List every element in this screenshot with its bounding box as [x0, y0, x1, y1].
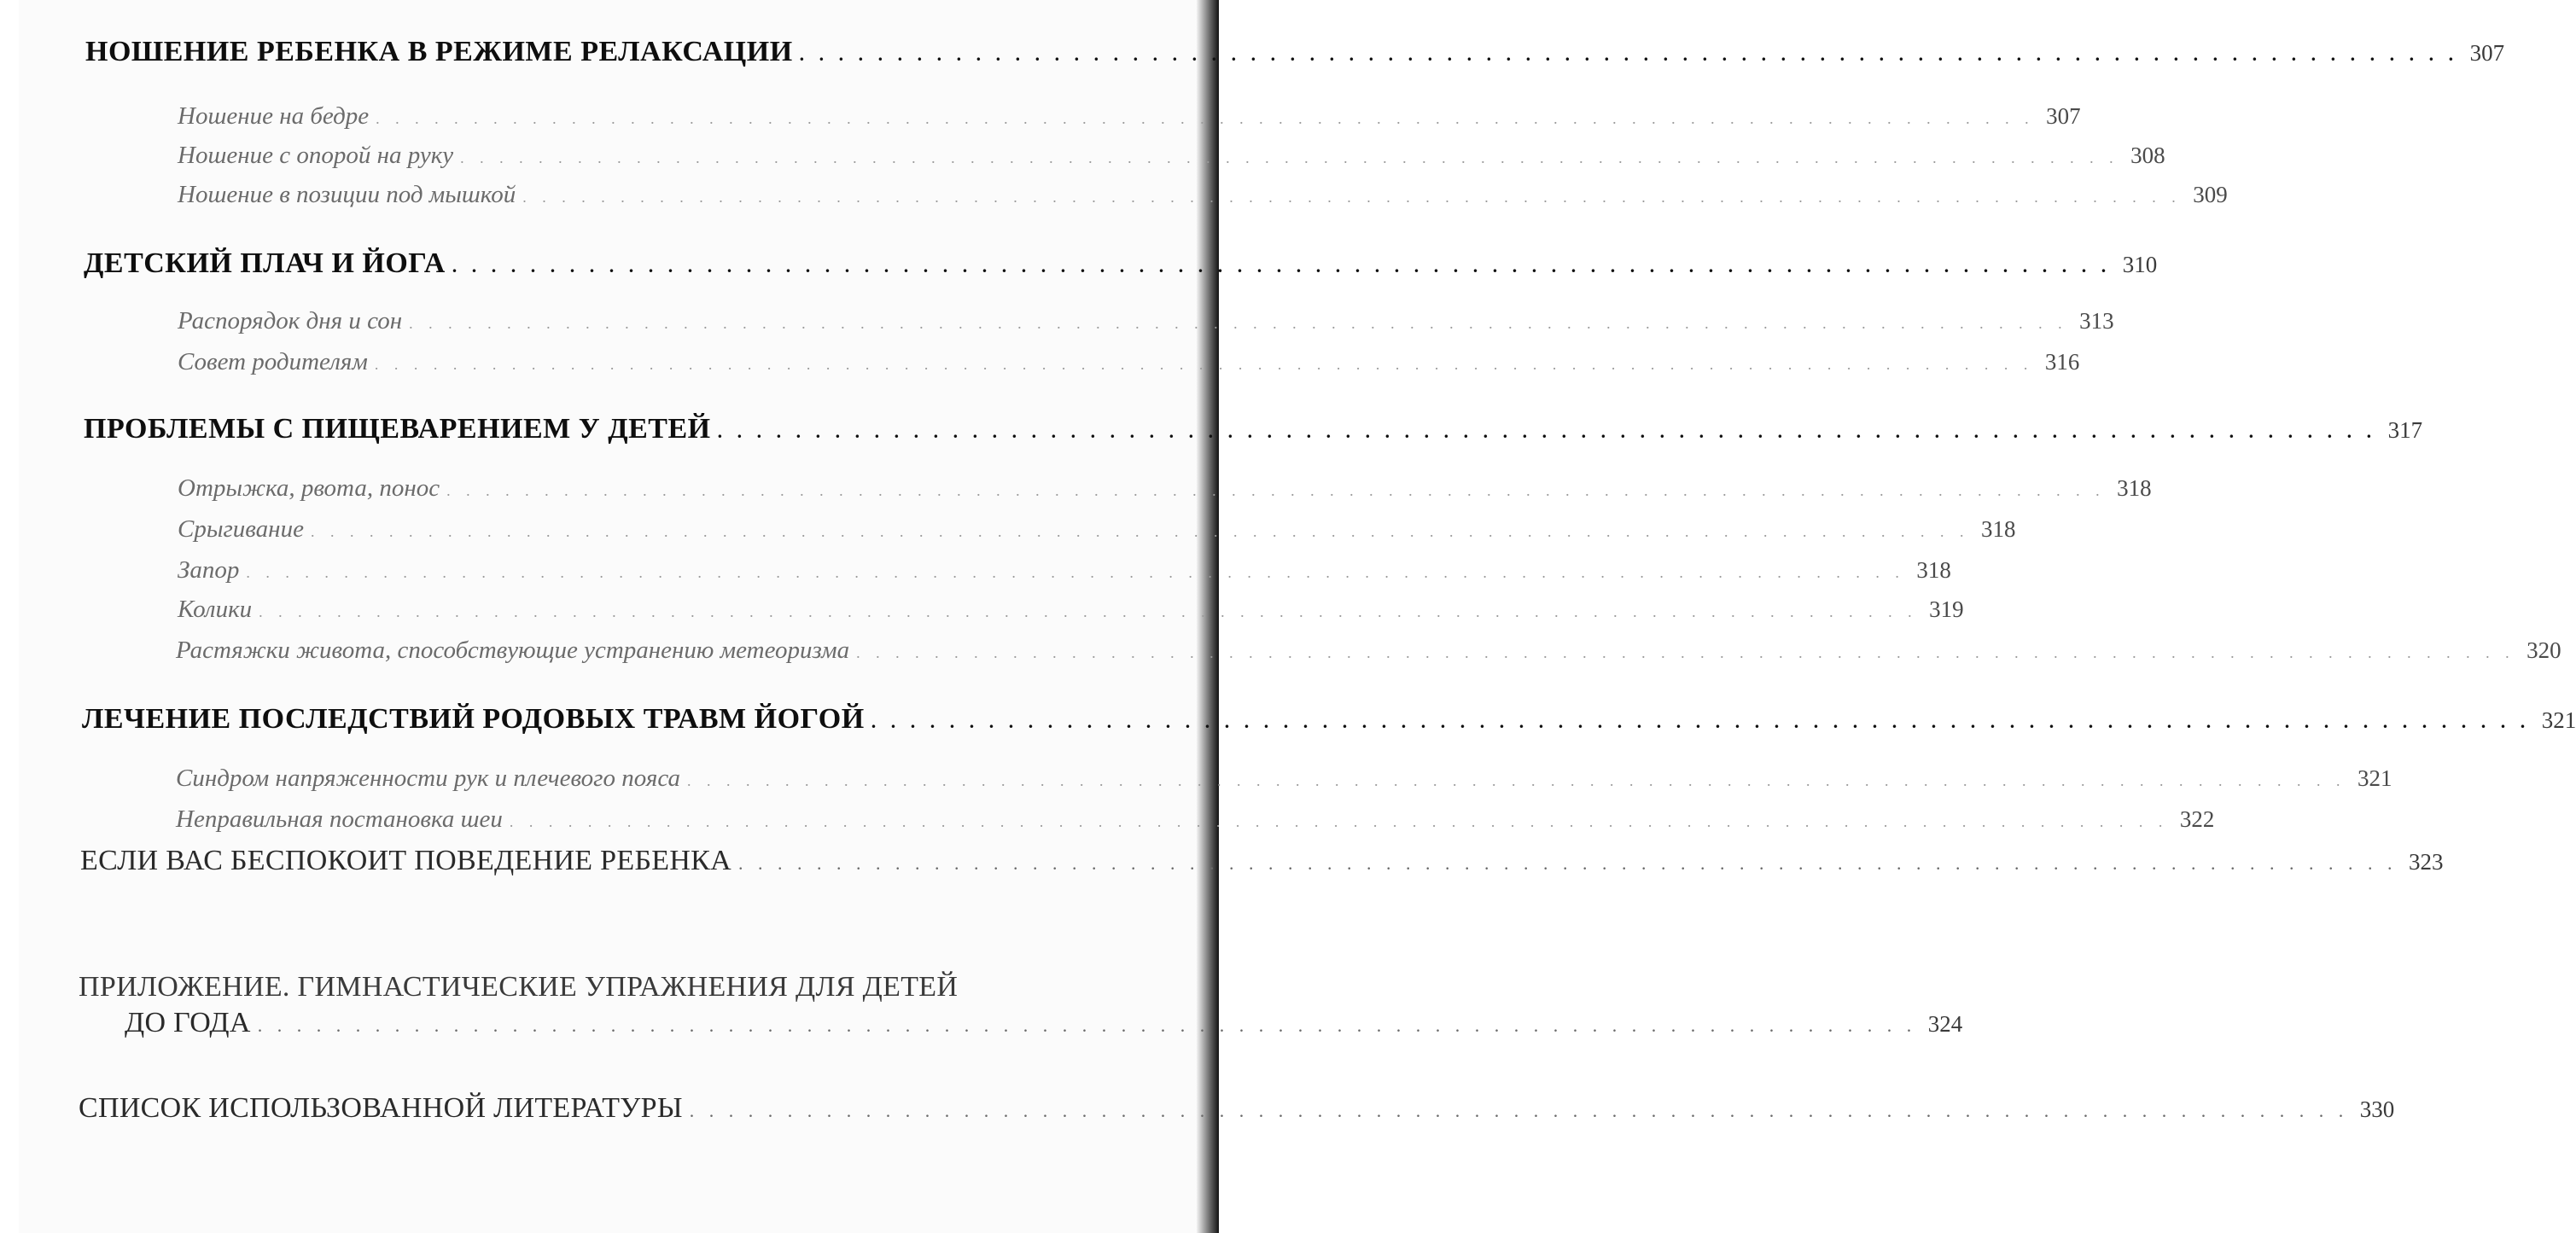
toc-dot-leader: . . . . . . . . . . . . . . . . . . . . . . . . . . . . . . . . . . . . . . . . . . . . . . . . . . . . . . . . . . . . . . . . . . . . . . . . . . . . . . . . . . . . . [376, 110, 2035, 127]
toc-entry [84, 247, 2158, 280]
toc-dot-leader: . . . . . . . . . . . . . . . . . . . . . . . . . . . . . . . . . . . . . . . . . . . . . . . . . . . . . . . . . . . . . . . . . . . . . . . . . . . . . . . . . . . . . [856, 644, 2515, 661]
toc-entry-page: 318 [1980, 516, 2016, 542]
toc-entry-page: 318 [1916, 557, 1951, 583]
toc-entry [84, 413, 2423, 445]
toc-dot-leader: . . . . . . . . . . . . . . . . . . . . . . . . . . . . . . . . . . . . . . . . . . . . . . . . . . . . . . . . . . . . . . . . . . . . . . . . . . . . . . . . . . . . . [257, 1015, 1917, 1036]
toc-entry-title: НОШЕНИЕ РЕБЕНКА В РЕЖИМЕ РЕЛАКСАЦИИ [85, 36, 793, 67]
toc-entry-page: 310 [2122, 252, 2158, 277]
toc-entry-title: Ношение в позиции под мышкой [178, 181, 516, 208]
toc-entry [178, 181, 2228, 209]
toc-dot-leader: . . . . . . . . . . . . . . . . . . . . . . . . . . . . . . . . . . . . . . . . . . . . . . . . . . . . . . . . . . . . . . . . . . . . . . . . . . . . . . . . . . . . . [246, 564, 1905, 581]
toc-entry [125, 1007, 1963, 1039]
toc-entry-title: Совет родителям [178, 348, 368, 375]
toc-entry [176, 765, 2392, 793]
toc-dot-leader: . . . . . . . . . . . . . . . . . . . . . . . . . . . . . . . . . . . . . . . . . . . . . . . . . . . . . . . . . . . . . . . . . . . . . . . . . . . . . . . . . . . . . [446, 482, 2106, 499]
toc-entry-title: Ношение с опорой на руку [178, 142, 454, 169]
toc-entry [85, 36, 2505, 68]
toc-entry-page: 307 [2469, 40, 2505, 66]
toc-entry [176, 806, 2215, 834]
toc-dot-leader: . . . . . . . . . . . . . . . . . . . . . . . . . . . . . . . . . . . . . . . . . . . . . . . . . . . . . . . . . . . . . . . . . . . . . . . . . . . . . . . . . . . . . [310, 523, 1970, 540]
toc-entry [178, 307, 2114, 335]
toc-entry [82, 703, 2576, 736]
toc-entry-title: Запор [178, 556, 240, 584]
toc-entry [176, 637, 2561, 665]
appendix-title-continued: ДО ГОДА [125, 1007, 251, 1038]
toc-dot-leader: . . . . . . . . . . . . . . . . . . . . . . . . . . . . . . . . . . . . . . . . . . . . . . . . . . . . . . . . . . . . . . . . . . . . . . . . . . . . . . . . . . . . . [452, 255, 2112, 276]
toc-entry-title: Колики [178, 596, 253, 623]
toc-entry-page: 322 [2179, 806, 2215, 832]
toc-entry-page: 323 [2409, 849, 2444, 875]
toc-entry-title: ДЕТСКИЙ ПЛАЧ И ЙОГА [84, 247, 446, 279]
toc-entry [178, 515, 2016, 544]
toc-entry-page: 321 [2357, 765, 2392, 791]
toc-dot-leader: . . . . . . . . . . . . . . . . . . . . . . . . . . . . . . . . . . . . . . . . . . . . . . . . . . . . . . . . . . . . . . . . . . . . . . . . . . . . . . . . . . . . . [509, 813, 2169, 830]
toc-entry-title: Растяжки живота, способствующие устранению метеоризма [176, 637, 850, 664]
toc-dot-leader: . . . . . . . . . . . . . . . . . . . . . . . . . . . . . . . . . . . . . . . . . . . . . . . . . . . . . . . . . . . . . . . . . . . . . . . . . . . . . . . . . . . . . [717, 421, 2377, 442]
appendix-title: ПРИЛОЖЕНИЕ. ГИМНАСТИЧЕСКИЕ УПРАЖНЕНИЯ ДЛЯ ДЕТЕЙ [79, 971, 959, 1003]
toc-entry [178, 556, 1951, 585]
toc-entry-page: 330 [2359, 1096, 2395, 1122]
toc-entry-title: ПРОБЛЕМЫ С ПИЩЕВАРЕНИЕМ У ДЕТЕЙ [84, 413, 711, 445]
toc-entry-title: Неправильная постановка шеи [176, 806, 503, 833]
toc-entry-page: 324 [1927, 1011, 1963, 1037]
toc-entry [178, 474, 2152, 503]
toc-entry-title: Распорядок дня и сон [178, 307, 403, 334]
toc-dot-leader: . . . . . . . . . . . . . . . . . . . . . . . . . . . . . . . . . . . . . . . . . . . . . . . . . . . . . . . . . . . . . . . . . . . . . . . . . . . . . . . . . . . . . [799, 44, 2459, 65]
toc-entry [178, 142, 2165, 170]
toc-dot-leader: . . . . . . . . . . . . . . . . . . . . . . . . . . . . . . . . . . . . . . . . . . . . . . . . . . . . . . . . . . . . . . . . . . . . . . . . . . . . . . . . . . . . . [374, 356, 2034, 373]
toc-entry-title: Ношение на бедре [178, 102, 370, 130]
toc-entry [79, 1092, 2395, 1125]
toc-entry-title: ЛЕЧЕНИЕ ПОСЛЕДСТВИЙ РОДОВЫХ ТРАВМ ЙОГОЙ [82, 703, 865, 735]
toc-entry-page: 308 [2130, 142, 2165, 168]
toc-entry-page: 313 [2079, 308, 2114, 334]
toc-entry-page: 321 [2541, 707, 2576, 733]
toc-entry-page: 316 [2044, 349, 2080, 375]
toc-dot-leader: . . . . . . . . . . . . . . . . . . . . . . . . . . . . . . . . . . . . . . . . . . . . . . . . . . . . . . . . . . . . . . . . . . . . . . . . . . . . . . . . . . . . . [409, 315, 2068, 332]
toc-entry-page: 319 [1929, 596, 1964, 622]
toc-entry-page: 317 [2387, 417, 2423, 443]
toc-dot-leader: . . . . . . . . . . . . . . . . . . . . . . . . . . . . . . . . . . . . . . . . . . . . . . . . . . . . . . . . . . . . . . . . . . . . . . . . . . . . . . . . . . . . . [522, 189, 2182, 206]
toc-entry [178, 596, 1964, 624]
toc-entry-title: Отрыжка, рвота, понос [178, 474, 440, 502]
toc-entry-page: 320 [2526, 637, 2561, 663]
toc-dot-leader: . . . . . . . . . . . . . . . . . . . . . . . . . . . . . . . . . . . . . . . . . . . . . . . . . . . . . . . . . . . . . . . . . . . . . . . . . . . . . . . . . . . . . [686, 772, 2346, 789]
toc-entry-page: 318 [2117, 475, 2152, 501]
toc-dot-leader: . . . . . . . . . . . . . . . . . . . . . . . . . . . . . . . . . . . . . . . . . . . . . . . . . . . . . . . . . . . . . . . . . . . . . . . . . . . . . . . . . . . . . [259, 603, 1918, 620]
toc-entry [178, 102, 2081, 131]
toc-entry-title: Срыгивание [178, 515, 304, 543]
toc-dot-leader: . . . . . . . . . . . . . . . . . . . . . . . . . . . . . . . . . . . . . . . . . . . . . . . . . . . . . . . . . . . . . . . . . . . . . . . . . . . . . . . . . . . . . [689, 1100, 2349, 1121]
bibliography-title: СПИСОК ИСПОЛЬЗОВАННОЙ ЛИТЕРАТУРЫ [79, 1092, 683, 1124]
toc-entry-page: 309 [2193, 182, 2228, 207]
toc-entry-title: ЕСЛИ ВАС БЕСПОКОИТ ПОВЕДЕНИЕ РЕБЕНКА [80, 845, 732, 876]
toc-entry [80, 845, 2444, 877]
toc-entry [178, 348, 2080, 376]
toc-dot-leader: . . . . . . . . . . . . . . . . . . . . . . . . . . . . . . . . . . . . . . . . . . . . . . . . . . . . . . . . . . . . . . . . . . . . . . . . . . . . . . . . . . . . . [871, 711, 2531, 732]
toc-entry-page: 307 [2046, 103, 2081, 129]
toc-entry-title: Синдром напряженности рук и плечевого пояса [176, 765, 680, 792]
toc-dot-leader: . . . . . . . . . . . . . . . . . . . . . . . . . . . . . . . . . . . . . . . . . . . . . . . . . . . . . . . . . . . . . . . . . . . . . . . . . . . . . . . . . . . . . [738, 852, 2398, 874]
toc-dot-leader: . . . . . . . . . . . . . . . . . . . . . . . . . . . . . . . . . . . . . . . . . . . . . . . . . . . . . . . . . . . . . . . . . . . . . . . . . . . . . . . . . . . . . [460, 149, 2119, 166]
